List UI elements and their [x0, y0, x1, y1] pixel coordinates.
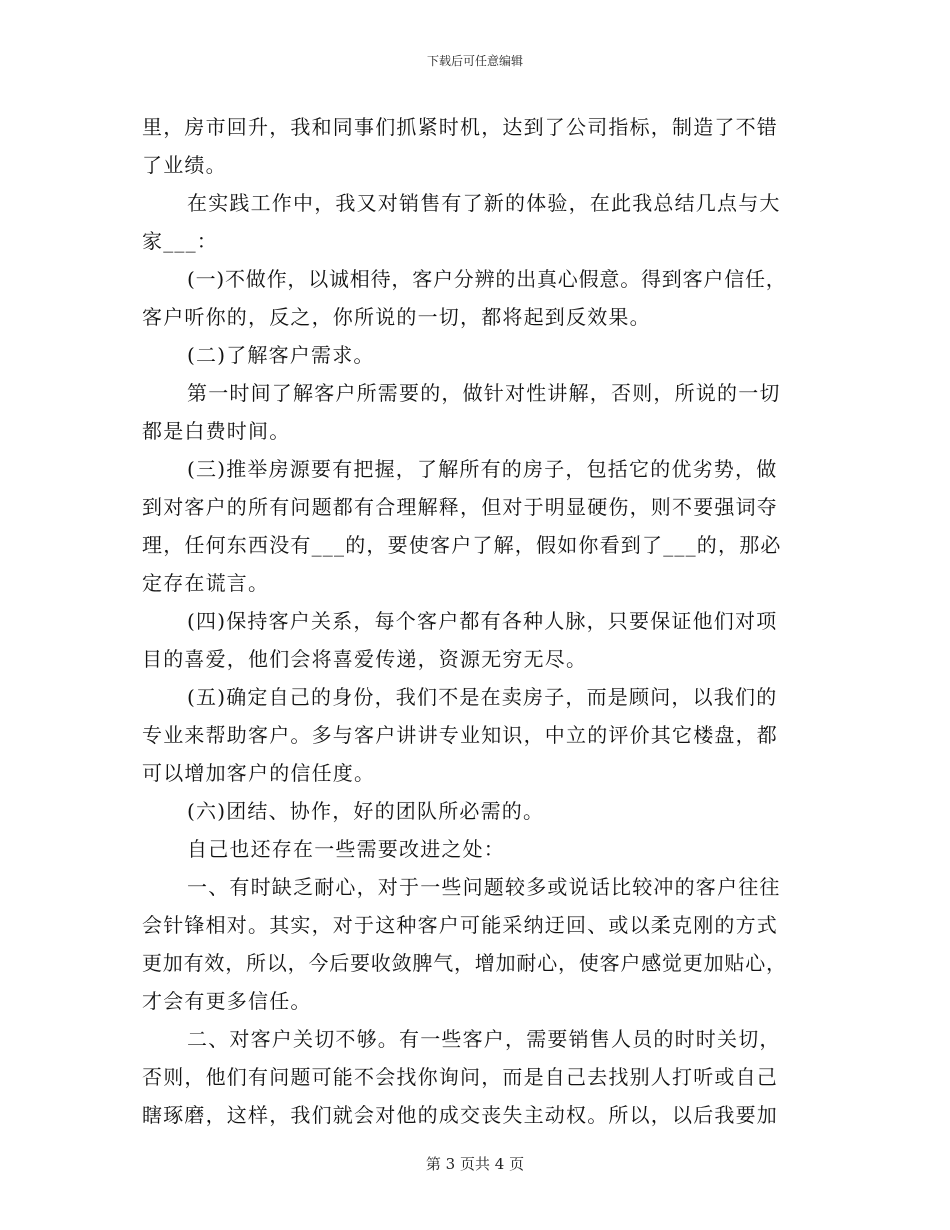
text-line: 瞎琢磨，这样，我们就会对他的成交丧失主动权。所以，以后我要加: [142, 1103, 778, 1127]
text-line: 才会有更多信任。: [142, 989, 312, 1013]
text-line: (四)保持客户关系，每个客户都有各种人脉，只要保证他们对项: [187, 609, 778, 633]
text-line: 家___：: [142, 229, 218, 253]
text-line: 都是白费时间。: [142, 419, 291, 443]
text-line: 客户听你的，反之，你所说的一切，都将起到反效果。: [142, 305, 651, 329]
text-line: 可以增加客户的信任度。: [142, 761, 376, 785]
text-line: (五)确定自己的身份，我们不是在卖房子，而是顾问，以我们的: [187, 685, 778, 709]
page-header: 下载后可任意编辑: [426, 54, 523, 68]
text-line: 里，房市回升，我和同事们抓紧时机，达到了公司指标，制造了不错: [142, 115, 778, 139]
text-line: 否则，他们有问题可能不会找你询问，而是自己去找别人打听或自己: [142, 1065, 778, 1089]
text-line: 会针锋相对。其实，对于这种客户可能采纳迂回、或以柔克刚的方式: [142, 913, 778, 937]
text-line: 更加有效，所以，今后要收敛脾气，增加耐心，使客户感觉更加贴心，: [142, 951, 787, 975]
text-line: 第一时间了解客户所需要的，做针对性讲解，否则，所说的一切: [187, 381, 781, 405]
text-line: 在实践工作中，我又对销售有了新的体验，在此我总结几点与大: [187, 191, 781, 215]
text-line: 二、对客户关切不够。有一些客户，需要销售人员的时时关切，: [187, 1027, 781, 1051]
text-line: 专业来帮助客户。多与客户讲讲专业知识，中立的评价其它楼盘，都: [142, 723, 778, 747]
text-line: 定存在谎言。: [142, 571, 270, 595]
text-line: (二)了解客户需求。: [187, 343, 375, 367]
text-line: 到对客户的所有问题都有合理解释，但对于明显硬伤，则不要强词夺: [142, 495, 778, 519]
text-line: 目的喜爱，他们会将喜爱传递，资源无穷无尽。: [142, 647, 588, 671]
text-line: 一、有时缺乏耐心，对于一些问题较多或说话比较冲的客户往往: [187, 875, 781, 899]
page-footer: 第 3 页共 4 页: [425, 1155, 525, 1173]
text-line: 理，任何东西没有___的，要使客户了解，假如你看到了___的，那必: [142, 533, 782, 557]
text-line: (一)不做作，以诚相待，客户分辨的出真心假意。得到客户信任，: [187, 267, 787, 291]
text-line: (三)推举房源要有把握，了解所有的房子，包括它的优劣势，做: [187, 457, 778, 481]
text-line: 了业绩。: [142, 153, 227, 177]
text-line: 自己也还存在一些需要改进之处：: [187, 837, 505, 861]
document-body: [142, 108, 808, 1134]
text-line: (六)团结、协作，好的团队所必需的。: [187, 799, 545, 823]
